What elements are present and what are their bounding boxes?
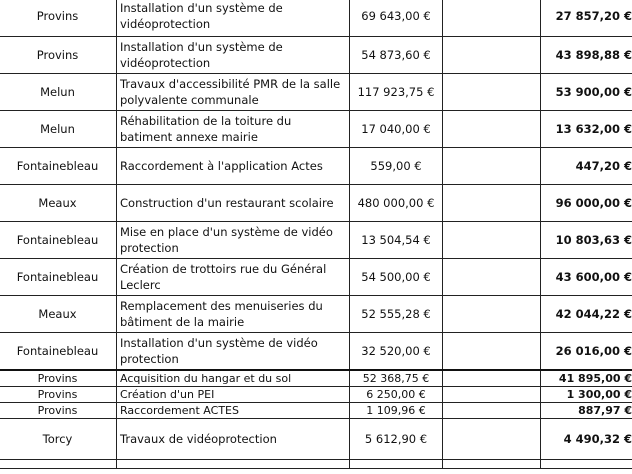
arrondissement-cell: Meaux: [0, 185, 117, 222]
arrondissement-cell: Melun: [0, 111, 117, 148]
subsidy-cell: 41 895,00 €: [541, 370, 632, 387]
amount-cell: 52 555,28 €: [350, 296, 443, 333]
subsidy-cell: 887,97 €: [541, 403, 632, 419]
subsidy-cell: 1 300,00 €: [541, 387, 632, 403]
subsidy-cell: 4 490,32 €: [541, 419, 632, 460]
empty-cell: [443, 185, 541, 222]
object-cell: Travaux de vidéoprotection: [117, 419, 350, 460]
empty-cell: [541, 460, 632, 469]
empty-cell: [443, 387, 541, 403]
subsidy-cell: 10 803,63 €: [541, 222, 632, 259]
empty-cell: [443, 259, 541, 296]
table-row-partial: [0, 460, 632, 469]
table-row: [0, 111, 632, 148]
table-row: [0, 0, 632, 37]
empty-cell: [443, 403, 541, 419]
empty-cell: [443, 460, 541, 469]
empty-cell: [443, 370, 541, 387]
empty-cell: [350, 460, 443, 469]
amount-cell: 69 643,00 €: [350, 0, 443, 37]
amount-cell: 52 368,75 €: [350, 370, 443, 387]
arrondissement-cell: Melun: [0, 74, 117, 111]
amount-cell: 32 520,00 €: [350, 333, 443, 371]
amount-cell: 1 109,96 €: [350, 403, 443, 419]
arrondissement-cell: Provins: [0, 37, 117, 74]
table-row: [0, 222, 632, 259]
arrondissement-cell: Fontainebleau: [0, 259, 117, 296]
table-row: [0, 74, 632, 111]
object-cell: Création de trottoirs rue du Général Leclerc: [117, 259, 350, 296]
arrondissement-cell: Provins: [0, 370, 117, 387]
amount-cell: 480 000,00 €: [350, 185, 443, 222]
subsidy-cell: 13 632,00 €: [541, 111, 632, 148]
object-cell: Acquisition du hangar et du sol: [117, 370, 350, 387]
arrondissement-cell: Torcy: [0, 419, 117, 460]
arrondissement-cell: Fontainebleau: [0, 222, 117, 259]
object-cell: Création d'un PEI: [117, 387, 350, 403]
subsidy-cell: 27 857,20 €: [541, 0, 632, 37]
empty-cell: [443, 0, 541, 37]
object-cell: Raccordement à l'application Actes: [117, 148, 350, 185]
table-row: [0, 148, 632, 185]
empty-cell: [443, 419, 541, 460]
empty-cell: [443, 74, 541, 111]
empty-cell: [443, 111, 541, 148]
table-row: [0, 259, 632, 296]
object-cell: Construction d'un restaurant scolaire: [117, 185, 350, 222]
arrondissement-cell: Fontainebleau: [0, 148, 117, 185]
amount-cell: 6 250,00 €: [350, 387, 443, 403]
arrondissement-cell: Fontainebleau: [0, 333, 117, 371]
amount-cell: 559,00 €: [350, 148, 443, 185]
subsidy-cell: 96 000,00 €: [541, 185, 632, 222]
subsidy-cell: 43 898,88 €: [541, 37, 632, 74]
table-row: [0, 185, 632, 222]
subsidy-cell: 43 600,00 €: [541, 259, 632, 296]
arrondissement-cell: Meaux: [0, 296, 117, 333]
empty-cell: [117, 460, 350, 469]
arrondissement-cell: Provins: [0, 387, 117, 403]
object-cell: Réhabilitation de la toiture du batiment annexe mairie: [117, 111, 350, 148]
subsidy-cell: 26 016,00 €: [541, 333, 632, 371]
empty-cell: [443, 148, 541, 185]
amount-cell: 117 923,75 €: [350, 74, 443, 111]
object-cell: Installation d'un système de vidéoprotection: [117, 37, 350, 74]
table-row: [0, 387, 632, 403]
subsidy-cell: 42 044,22 €: [541, 296, 632, 333]
amount-cell: 5 612,90 €: [350, 419, 443, 460]
amount-cell: 54 500,00 €: [350, 259, 443, 296]
empty-cell: [0, 460, 117, 469]
table-row: [0, 296, 632, 333]
table-row: [0, 419, 632, 460]
table-row: [0, 37, 632, 74]
table-row: [0, 333, 632, 371]
amount-cell: 17 040,00 €: [350, 111, 443, 148]
object-cell: Raccordement ACTES: [117, 403, 350, 419]
arrondissement-cell: Provins: [0, 403, 117, 419]
object-cell: Installation d'un système de vidéo protection: [117, 333, 350, 371]
subsidy-cell: 53 900,00 €: [541, 74, 632, 111]
object-cell: Travaux d'accessibilité PMR de la salle polyvalente communale: [117, 74, 350, 111]
arrondissement-cell: Provins: [0, 0, 117, 37]
empty-cell: [443, 333, 541, 371]
table-row: [0, 403, 632, 419]
empty-cell: [443, 222, 541, 259]
subsidy-cell: 447,20 €: [541, 148, 632, 185]
amount-cell: 13 504,54 €: [350, 222, 443, 259]
empty-cell: [443, 37, 541, 74]
table-row: [0, 370, 632, 387]
object-cell: Remplacement des menuiseries du bâtiment de la mairie: [117, 296, 350, 333]
empty-cell: [443, 296, 541, 333]
object-cell: Installation d'un système de vidéoprotection: [117, 0, 350, 37]
object-cell: Mise en place d'un système de vidéo protection: [117, 222, 350, 259]
amount-cell: 54 873,60 €: [350, 37, 443, 74]
